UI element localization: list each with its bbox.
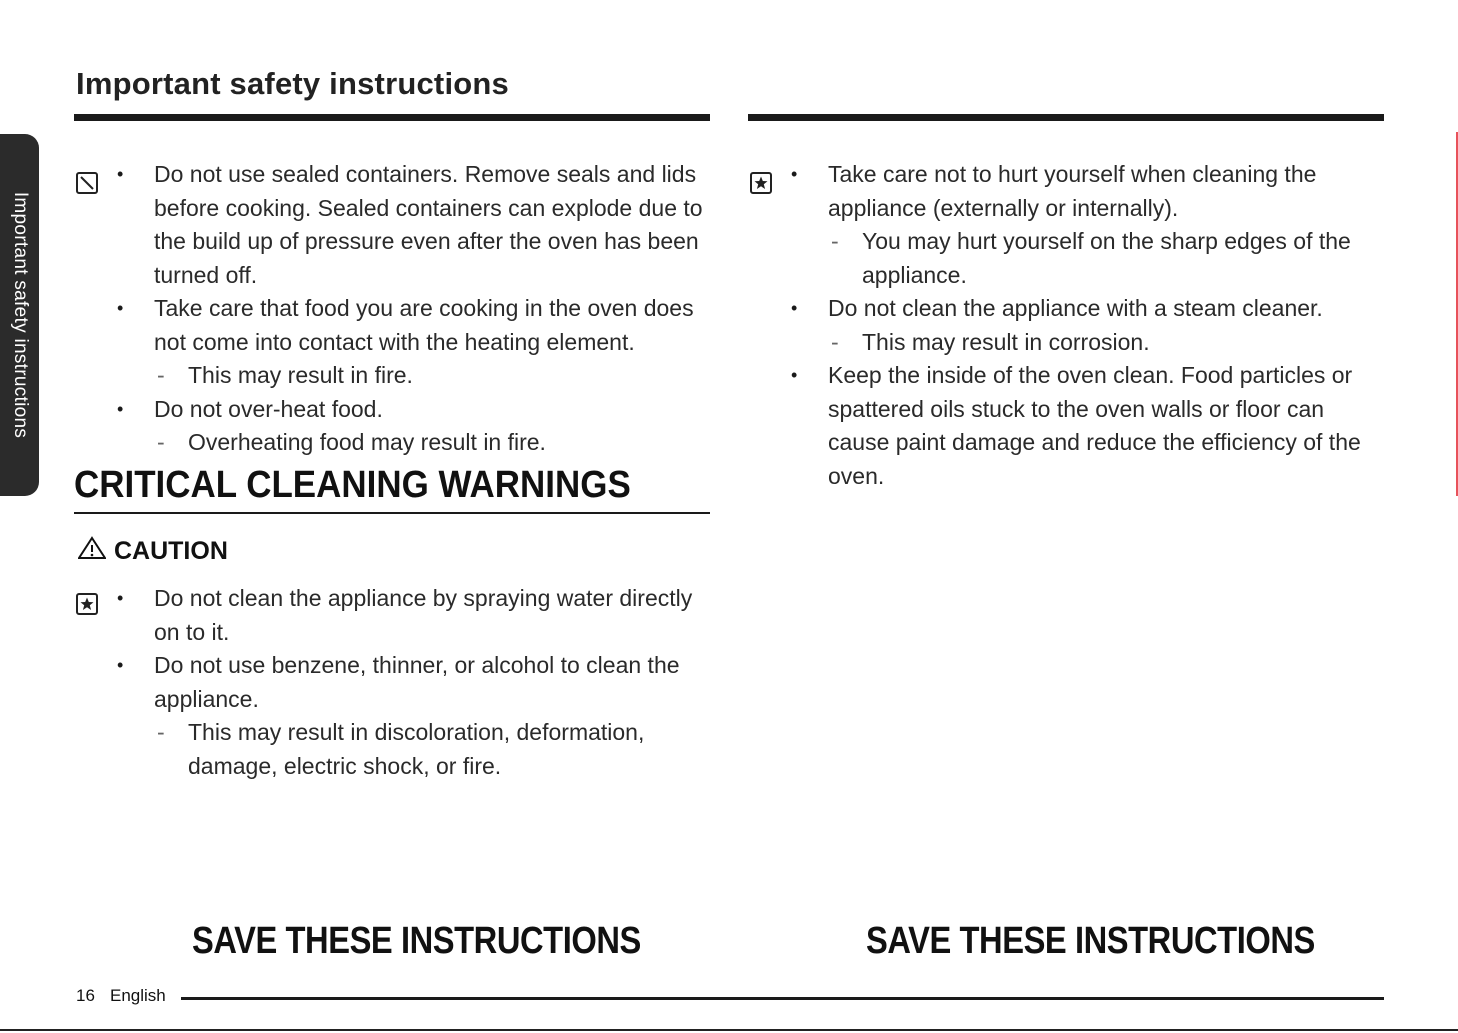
caution-label: CAUTION — [78, 536, 228, 567]
page-title: Important safety instructions — [76, 66, 509, 101]
side-tab-label: Important safety instructions — [9, 191, 31, 439]
header-rule-left — [74, 114, 710, 121]
bullet-icon: • — [791, 298, 798, 318]
list-item: • Do not over-heat food. — [76, 393, 710, 427]
dash-icon: - — [157, 362, 165, 388]
bullet-icon: • — [117, 588, 124, 608]
bullet-icon: • — [117, 655, 124, 675]
list-item: • Do not use sealed containers. Remove seals and lids before cooking. Sealed containers can explode due to the build up of pressure even after the oven has been turned off. — [76, 158, 710, 292]
list-item: • Do not clean the appliance by spraying water directly on to it. — [76, 582, 710, 649]
list-item: • Keep the inside of the oven clean. Food particles or spattered oils stuck to the oven walls or floor can cause paint damage and reduce the efficiency of the oven. — [750, 359, 1384, 493]
bullet-icon: • — [117, 398, 124, 419]
dash-icon: - — [831, 328, 839, 355]
header-rule-right — [748, 114, 1384, 121]
bullet-icon: • — [791, 365, 798, 385]
left-top-list — [76, 158, 710, 460]
list-subitem: - This may result in fire. — [76, 359, 710, 393]
list-subitem: - This may result in discoloration, deformation, damage, electric shock, or fire. — [76, 716, 710, 783]
section-heading: CRITICAL CLEANING WARNINGS — [74, 464, 631, 506]
list-subitem: - This may result in corrosion. — [750, 326, 1384, 360]
footer-language: English — [110, 986, 166, 1005]
footer-rule — [181, 997, 1384, 1000]
save-instructions-left: SAVE THESE INSTRUCTIONS — [192, 920, 641, 962]
left-caution-list — [76, 582, 710, 783]
list-item: • Take care that food you are cooking in the oven does not come into contact with the heating element. — [76, 292, 710, 359]
list-item: • Do not use benzene, thinner, or alcohol to clean the appliance. — [76, 649, 710, 716]
bullet-icon: • — [791, 164, 798, 184]
right-list — [750, 158, 1384, 493]
list-subitem: - Overheating food may result in fire. — [76, 426, 710, 460]
warning-triangle-icon — [78, 536, 106, 567]
page-bottom-border — [0, 1029, 1458, 1031]
list-item: • Do not clean the appliance with a steam cleaner. — [750, 292, 1384, 326]
page-number: 16 — [76, 986, 95, 1005]
bullet-icon: • — [117, 164, 124, 184]
bullet-icon: • — [117, 298, 124, 318]
section-side-tab[interactable] — [0, 134, 39, 496]
list-item: • Take care not to hurt yourself when cleaning the appliance (externally or internally). — [750, 158, 1384, 225]
dash-icon: - — [157, 429, 165, 455]
save-instructions-right: SAVE THESE INSTRUCTIONS — [866, 920, 1315, 962]
dash-icon: - — [831, 228, 839, 254]
list-subitem: - You may hurt yourself on the sharp edges of the appliance. — [750, 225, 1384, 292]
dash-icon: - — [157, 719, 165, 745]
section-heading-rule — [74, 512, 710, 514]
